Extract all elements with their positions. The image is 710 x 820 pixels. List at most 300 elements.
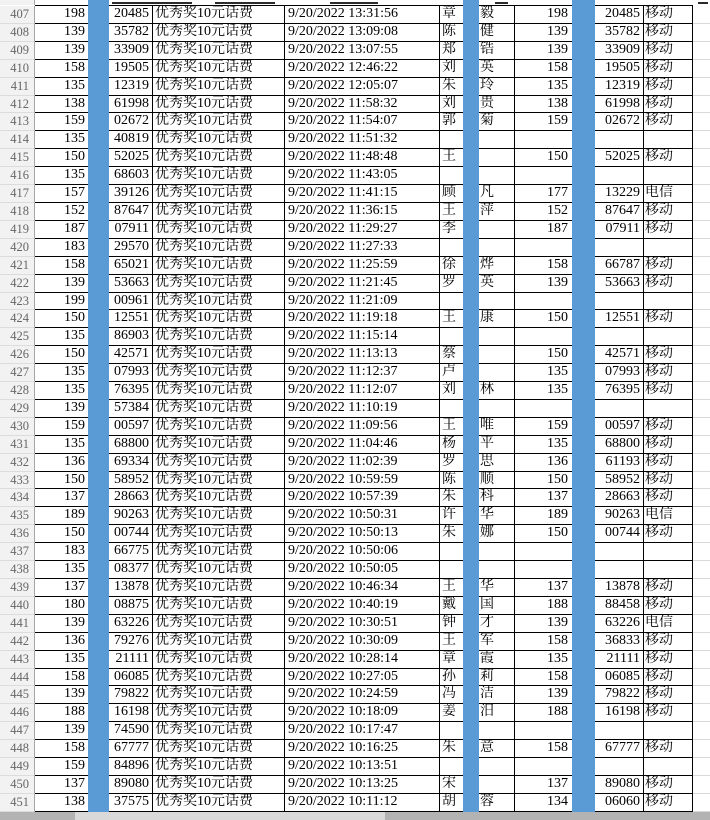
cell-carrier[interactable] [644,131,693,149]
cell-phone-prefix[interactable]: 150 [35,149,88,167]
cell-phone-suffix[interactable]: 07993 [109,364,153,382]
cell-phone-suffix[interactable]: 00961 [109,293,153,311]
cell-phone-prefix[interactable]: 198 [35,6,88,24]
cell-empty[interactable] [693,669,710,687]
cell-carrier[interactable]: 移动 [644,346,693,364]
cell-carrier[interactable]: 移动 [644,113,693,131]
cell-carrier[interactable] [644,293,693,311]
cell-phone-prefix-2[interactable]: 158 [515,669,572,687]
cell-empty[interactable] [693,561,710,579]
row-number[interactable]: 428 [0,382,35,400]
cell-empty[interactable] [693,78,710,96]
cell-phone-prefix-2[interactable] [515,561,572,579]
cell-phone-prefix-2[interactable]: 158 [515,740,572,758]
cell-empty[interactable] [693,418,710,436]
cell-phone-suffix-2[interactable]: 28663 [595,489,644,507]
cell-phone-prefix[interactable]: 135 [35,436,88,454]
row-number[interactable]: 439 [0,579,35,597]
cell-phone-suffix-2[interactable]: 19505 [595,60,644,78]
cell-empty[interactable] [693,686,710,704]
cell-phone-prefix-2[interactable]: 135 [515,651,572,669]
cell-empty[interactable] [693,472,710,490]
cell-carrier[interactable]: 移动 [644,24,693,42]
row-number[interactable]: 407 [0,6,35,24]
cell-phone-suffix-2[interactable] [595,758,644,776]
cell-phone-suffix-2[interactable] [595,543,644,561]
cell-carrier[interactable]: 电信 [644,615,693,633]
cell-prize[interactable]: 优秀奖10元话费 [153,78,285,96]
row-number[interactable]: 417 [0,185,35,203]
cell-phone-suffix-2[interactable] [595,239,644,257]
cell-datetime[interactable]: 9/20/2022 10:17:47 [285,722,440,740]
cell-carrier[interactable]: 移动 [644,6,693,24]
cell-phone-prefix[interactable]: 135 [35,167,88,185]
cell-phone-prefix-2[interactable]: 136 [515,454,572,472]
cell-datetime[interactable]: 9/20/2022 10:27:05 [285,669,440,687]
cell-phone-suffix[interactable]: 68603 [109,167,153,185]
cell-phone-prefix[interactable]: 150 [35,346,88,364]
cell-phone-suffix-2[interactable]: 36833 [595,633,644,651]
cell-prize[interactable]: 优秀奖10元话费 [153,42,285,60]
row-number[interactable]: 426 [0,346,35,364]
cell-phone-prefix-2[interactable]: 135 [515,382,572,400]
cell-phone-prefix[interactable]: 152 [35,203,88,221]
cell-prize[interactable]: 优秀奖10元话费 [153,758,285,776]
cell-phone-suffix-2[interactable]: 33909 [595,42,644,60]
cell-prize[interactable]: 优秀奖10元话费 [153,794,285,812]
cell-phone-suffix-2[interactable]: 52025 [595,149,644,167]
cell-phone-suffix[interactable]: 39126 [109,185,153,203]
cell-carrier[interactable] [644,561,693,579]
cell-datetime[interactable]: 9/20/2022 11:12:37 [285,364,440,382]
cell-empty[interactable] [693,615,710,633]
cell-phone-suffix-2[interactable]: 13229 [595,185,644,203]
cell-datetime[interactable]: 9/20/2022 13:07:55 [285,42,440,60]
cell-phone-prefix-2[interactable]: 138 [515,96,572,114]
cell-phone-prefix-2[interactable]: 152 [515,203,572,221]
cell-prize[interactable]: 优秀奖10元话费 [153,489,285,507]
cell-phone-suffix-2[interactable] [595,400,644,418]
cell-phone-suffix-2[interactable]: 87647 [595,203,644,221]
cell-empty[interactable] [693,489,710,507]
cell-phone-prefix-2[interactable]: 137 [515,776,572,794]
cell-phone-prefix-2[interactable]: 150 [515,310,572,328]
cell-carrier[interactable]: 移动 [644,776,693,794]
cell-prize[interactable]: 优秀奖10元话费 [153,275,285,293]
cell-phone-prefix-2[interactable]: 150 [515,525,572,543]
row-number[interactable]: 450 [0,776,35,794]
cell-datetime[interactable]: 9/20/2022 11:02:39 [285,454,440,472]
cell-phone-prefix[interactable]: 158 [35,60,88,78]
cell-phone-suffix-2[interactable]: 88458 [595,597,644,615]
cell-empty[interactable] [693,328,710,346]
cell-datetime[interactable]: 9/20/2022 11:25:59 [285,257,440,275]
cell-carrier[interactable]: 移动 [644,78,693,96]
cell-phone-suffix-2[interactable]: 58952 [595,472,644,490]
cell-prize[interactable]: 优秀奖10元话费 [153,131,285,149]
cell-phone-prefix[interactable]: 139 [35,686,88,704]
cell-phone-suffix[interactable]: 00744 [109,525,153,543]
row-number[interactable]: 409 [0,42,35,60]
cell-empty[interactable] [693,239,710,257]
cell-phone-suffix-2[interactable]: 53663 [595,275,644,293]
cell-datetime[interactable]: 9/20/2022 10:18:09 [285,704,440,722]
cell-phone-suffix-2[interactable]: 79822 [595,686,644,704]
cell-prize[interactable]: 优秀奖10元话费 [153,454,285,472]
cell-empty[interactable] [693,131,710,149]
cell-carrier[interactable] [644,758,693,776]
cell-phone-prefix-2[interactable]: 159 [515,113,572,131]
cell-carrier[interactable]: 移动 [644,686,693,704]
cell-empty[interactable] [693,275,710,293]
cell-datetime[interactable]: 9/20/2022 10:50:06 [285,543,440,561]
cell-prize[interactable]: 优秀奖10元话费 [153,293,285,311]
cell-carrier[interactable]: 移动 [644,418,693,436]
cell-datetime[interactable]: 9/20/2022 10:13:25 [285,776,440,794]
cell-phone-suffix-2[interactable]: 67777 [595,740,644,758]
cell-phone-prefix[interactable]: 150 [35,310,88,328]
cell-phone-prefix-2[interactable]: 134 [515,794,572,812]
cell-prize[interactable]: 优秀奖10元话费 [153,24,285,42]
cell-phone-prefix[interactable]: 139 [35,722,88,740]
cell-phone-suffix[interactable]: 08377 [109,561,153,579]
cell-empty[interactable] [693,597,710,615]
cell-phone-suffix[interactable]: 20485 [109,6,153,24]
cell-datetime[interactable]: 9/20/2022 11:09:56 [285,418,440,436]
cell-carrier[interactable]: 移动 [644,704,693,722]
cell-phone-prefix-2[interactable]: 158 [515,633,572,651]
cell-phone-suffix[interactable]: 29570 [109,239,153,257]
cell-phone-prefix-2[interactable]: 139 [515,615,572,633]
cell-datetime[interactable]: 9/20/2022 11:04:46 [285,436,440,454]
cell-phone-suffix[interactable]: 65021 [109,257,153,275]
cell-phone-prefix[interactable]: 139 [35,42,88,60]
cell-phone-prefix[interactable]: 139 [35,24,88,42]
cell-datetime[interactable]: 9/20/2022 10:50:05 [285,561,440,579]
row-number[interactable]: 430 [0,418,35,436]
cell-phone-prefix[interactable]: 150 [35,472,88,490]
cell-phone-suffix[interactable]: 79822 [109,686,153,704]
row-number[interactable]: 435 [0,507,35,525]
cell-phone-prefix[interactable]: 135 [35,382,88,400]
cell-phone-prefix[interactable]: 136 [35,633,88,651]
cell-phone-suffix-2[interactable] [595,561,644,579]
cell-phone-suffix-2[interactable]: 07993 [595,364,644,382]
cell-prize[interactable]: 优秀奖10元话费 [153,776,285,794]
cell-datetime[interactable]: 9/20/2022 10:40:19 [285,597,440,615]
cell-phone-prefix-2[interactable] [515,167,572,185]
cell-prize[interactable]: 优秀奖10元话费 [153,328,285,346]
cell-phone-prefix[interactable]: 183 [35,543,88,561]
cell-datetime[interactable]: 9/20/2022 11:15:14 [285,328,440,346]
row-number[interactable]: 433 [0,472,35,490]
cell-empty[interactable] [693,436,710,454]
cell-phone-prefix[interactable]: 137 [35,776,88,794]
cell-prize[interactable]: 优秀奖10元话费 [153,310,285,328]
cell-empty[interactable] [693,203,710,221]
cell-datetime[interactable]: 9/20/2022 10:30:51 [285,615,440,633]
cell-datetime[interactable]: 9/20/2022 11:21:09 [285,293,440,311]
cell-carrier[interactable] [644,167,693,185]
cell-prize[interactable]: 优秀奖10元话费 [153,740,285,758]
cell-datetime[interactable]: 9/20/2022 11:58:32 [285,96,440,114]
cell-carrier[interactable]: 移动 [644,472,693,490]
cell-carrier[interactable]: 移动 [644,364,693,382]
cell-phone-suffix-2[interactable]: 63226 [595,615,644,633]
cell-prize[interactable]: 优秀奖10元话费 [153,561,285,579]
cell-prize[interactable]: 优秀奖10元话费 [153,633,285,651]
row-number[interactable]: 445 [0,686,35,704]
cell-phone-suffix[interactable]: 13878 [109,579,153,597]
cell-phone-prefix-2[interactable]: 135 [515,436,572,454]
cell-prize[interactable]: 优秀奖10元话费 [153,472,285,490]
cell-empty[interactable] [693,543,710,561]
cell-phone-prefix[interactable]: 137 [35,489,88,507]
cell-datetime[interactable]: 9/20/2022 10:13:51 [285,758,440,776]
cell-carrier[interactable]: 移动 [644,42,693,60]
cell-prize[interactable]: 优秀奖10元话费 [153,221,285,239]
cell-phone-suffix[interactable]: 02672 [109,113,153,131]
row-number[interactable]: 436 [0,525,35,543]
cell-empty[interactable] [693,454,710,472]
cell-carrier[interactable]: 电信 [644,185,693,203]
cell-phone-prefix-2[interactable]: 188 [515,704,572,722]
cell-phone-prefix-2[interactable] [515,293,572,311]
cell-prize[interactable]: 优秀奖10元话费 [153,704,285,722]
cell-phone-prefix[interactable]: 138 [35,794,88,812]
cell-prize[interactable]: 优秀奖10元话费 [153,525,285,543]
cell-carrier[interactable] [644,400,693,418]
cell-empty[interactable] [693,400,710,418]
row-number[interactable]: 412 [0,96,35,114]
cell-phone-prefix[interactable]: 139 [35,400,88,418]
cell-phone-prefix-2[interactable] [515,543,572,561]
cell-phone-suffix-2[interactable]: 00744 [595,525,644,543]
row-number[interactable]: 413 [0,113,35,131]
cell-phone-prefix-2[interactable]: 150 [515,149,572,167]
cell-datetime[interactable]: 9/20/2022 10:30:09 [285,633,440,651]
cell-carrier[interactable]: 移动 [644,669,693,687]
cell-prize[interactable]: 优秀奖10元话费 [153,257,285,275]
cell-carrier[interactable]: 电信 [644,507,693,525]
cell-empty[interactable] [693,346,710,364]
row-number[interactable]: 449 [0,758,35,776]
cell-prize[interactable]: 优秀奖10元话费 [153,60,285,78]
cell-phone-prefix[interactable]: 189 [35,507,88,525]
cell-phone-prefix[interactable]: 135 [35,78,88,96]
cell-phone-suffix[interactable]: 00597 [109,418,153,436]
cell-phone-prefix[interactable]: 157 [35,185,88,203]
cell-phone-suffix[interactable]: 67777 [109,740,153,758]
cell-phone-suffix-2[interactable]: 35782 [595,24,644,42]
cell-phone-suffix-2[interactable]: 12551 [595,310,644,328]
cell-phone-suffix-2[interactable] [595,167,644,185]
cell-datetime[interactable]: 9/20/2022 11:27:33 [285,239,440,257]
cell-prize[interactable]: 优秀奖10元话费 [153,400,285,418]
cell-phone-suffix-2[interactable]: 68800 [595,436,644,454]
cell-carrier[interactable]: 移动 [644,525,693,543]
cell-phone-suffix[interactable]: 35782 [109,24,153,42]
cell-phone-suffix[interactable]: 79276 [109,633,153,651]
cell-prize[interactable]: 优秀奖10元话费 [153,686,285,704]
cell-phone-prefix-2[interactable]: 177 [515,185,572,203]
cell-prize[interactable]: 优秀奖10元话费 [153,543,285,561]
cell-empty[interactable] [693,257,710,275]
cell-prize[interactable]: 优秀奖10元话费 [153,382,285,400]
cell-phone-prefix[interactable]: 158 [35,740,88,758]
cell-prize[interactable]: 优秀奖10元话费 [153,239,285,257]
cell-phone-suffix[interactable]: 07911 [109,221,153,239]
cell-datetime[interactable]: 9/20/2022 10:46:34 [285,579,440,597]
cell-empty[interactable] [693,113,710,131]
cell-empty[interactable] [693,758,710,776]
cell-datetime[interactable]: 9/20/2022 10:24:59 [285,686,440,704]
cell-phone-suffix-2[interactable]: 89080 [595,776,644,794]
cell-phone-prefix[interactable]: 135 [35,561,88,579]
cell-datetime[interactable]: 9/20/2022 11:51:32 [285,131,440,149]
cell-phone-prefix[interactable]: 183 [35,239,88,257]
cell-datetime[interactable]: 9/20/2022 13:09:08 [285,24,440,42]
cell-datetime[interactable]: 9/20/2022 10:16:25 [285,740,440,758]
cell-carrier[interactable]: 移动 [644,579,693,597]
cell-phone-prefix[interactable]: 150 [35,525,88,543]
cell-prize[interactable]: 优秀奖10元话费 [153,597,285,615]
cell-phone-prefix-2[interactable]: 187 [515,221,572,239]
cell-phone-prefix-2[interactable]: 139 [515,686,572,704]
cell-phone-suffix[interactable]: 63226 [109,615,153,633]
cell-phone-suffix[interactable]: 61998 [109,96,153,114]
cell-empty[interactable] [693,507,710,525]
cell-empty[interactable] [693,794,710,812]
cell-phone-prefix-2[interactable] [515,131,572,149]
row-number[interactable]: 442 [0,633,35,651]
cell-phone-suffix[interactable]: 86903 [109,328,153,346]
cell-carrier[interactable]: 移动 [644,60,693,78]
cell-carrier[interactable]: 移动 [644,651,693,669]
row-number[interactable]: 410 [0,60,35,78]
row-number[interactable]: 425 [0,328,35,346]
cell-phone-prefix[interactable]: 187 [35,221,88,239]
cell-prize[interactable]: 优秀奖10元话费 [153,113,285,131]
cell-empty[interactable] [693,293,710,311]
row-number[interactable]: 419 [0,221,35,239]
cell-phone-suffix[interactable]: 87647 [109,203,153,221]
cell-empty[interactable] [693,310,710,328]
row-number[interactable]: 421 [0,257,35,275]
row-number[interactable]: 420 [0,239,35,257]
cell-carrier[interactable]: 移动 [644,310,693,328]
cell-phone-suffix-2[interactable]: 21111 [595,651,644,669]
cell-empty[interactable] [693,382,710,400]
cell-empty[interactable] [693,149,710,167]
cell-phone-prefix-2[interactable]: 159 [515,418,572,436]
cell-prize[interactable]: 优秀奖10元话费 [153,615,285,633]
cell-phone-suffix-2[interactable] [595,722,644,740]
cell-phone-prefix-2[interactable] [515,758,572,776]
cell-prize[interactable]: 优秀奖10元话费 [153,436,285,454]
cell-phone-prefix-2[interactable]: 158 [515,60,572,78]
row-number[interactable]: 408 [0,24,35,42]
row-number[interactable]: 422 [0,275,35,293]
cell-phone-suffix[interactable]: 69334 [109,454,153,472]
cell-phone-prefix[interactable]: 135 [35,328,88,346]
cell-phone-suffix[interactable]: 76395 [109,382,153,400]
cell-phone-suffix-2[interactable]: 02672 [595,113,644,131]
cell-phone-suffix-2[interactable] [595,293,644,311]
cell-phone-suffix[interactable]: 74590 [109,722,153,740]
cell-phone-suffix[interactable]: 90263 [109,507,153,525]
cell-phone-prefix[interactable]: 135 [35,364,88,382]
cell-phone-suffix[interactable]: 06085 [109,669,153,687]
cell-datetime[interactable]: 9/20/2022 11:54:07 [285,113,440,131]
cell-phone-prefix-2[interactable] [515,722,572,740]
cell-datetime[interactable]: 9/20/2022 11:12:07 [285,382,440,400]
cell-phone-suffix[interactable]: 53663 [109,275,153,293]
cell-phone-prefix[interactable]: 158 [35,257,88,275]
cell-carrier[interactable]: 移动 [644,382,693,400]
cell-prize[interactable]: 优秀奖10元话费 [153,167,285,185]
cell-phone-prefix-2[interactable]: 137 [515,489,572,507]
cell-carrier[interactable] [644,543,693,561]
row-number[interactable]: 415 [0,149,35,167]
cell-phone-prefix-2[interactable]: 150 [515,346,572,364]
cell-phone-suffix[interactable]: 66775 [109,543,153,561]
cell-phone-suffix-2[interactable]: 06085 [595,669,644,687]
cell-datetime[interactable]: 9/20/2022 13:31:56 [285,6,440,24]
cell-phone-suffix-2[interactable]: 07911 [595,221,644,239]
cell-carrier[interactable]: 移动 [644,740,693,758]
cell-phone-suffix-2[interactable]: 16198 [595,704,644,722]
cell-phone-prefix[interactable]: 139 [35,615,88,633]
row-number[interactable]: 423 [0,293,35,311]
cell-phone-prefix-2[interactable] [515,239,572,257]
row-number[interactable]: 429 [0,400,35,418]
cell-datetime[interactable]: 9/20/2022 11:41:15 [285,185,440,203]
cell-phone-suffix[interactable]: 58952 [109,472,153,490]
cell-prize[interactable]: 优秀奖10元话费 [153,346,285,364]
cell-phone-prefix-2[interactable]: 189 [515,507,572,525]
cell-prize[interactable]: 优秀奖10元话费 [153,507,285,525]
cell-phone-prefix-2[interactable]: 188 [515,597,572,615]
row-number[interactable]: 437 [0,543,35,561]
cell-prize[interactable]: 优秀奖10元话费 [153,6,285,24]
cell-prize[interactable]: 优秀奖10元话费 [153,149,285,167]
cell-prize[interactable]: 优秀奖10元话费 [153,185,285,203]
cell-empty[interactable] [693,96,710,114]
cell-datetime[interactable]: 9/20/2022 11:43:05 [285,167,440,185]
row-number[interactable]: 432 [0,454,35,472]
cell-phone-prefix[interactable]: 135 [35,131,88,149]
cell-carrier[interactable]: 移动 [644,221,693,239]
row-number[interactable]: 444 [0,669,35,687]
cell-prize[interactable]: 优秀奖10元话费 [153,418,285,436]
cell-carrier[interactable]: 移动 [644,149,693,167]
cell-carrier[interactable]: 移动 [644,257,693,275]
cell-phone-prefix-2[interactable]: 137 [515,579,572,597]
cell-phone-suffix-2[interactable]: 61193 [595,454,644,472]
cell-phone-suffix[interactable]: 19505 [109,60,153,78]
row-number[interactable]: 438 [0,561,35,579]
cell-datetime[interactable]: 9/20/2022 11:21:45 [285,275,440,293]
cell-carrier[interactable]: 移动 [644,633,693,651]
row-number[interactable]: 427 [0,364,35,382]
cell-empty[interactable] [693,579,710,597]
cell-phone-prefix[interactable]: 159 [35,113,88,131]
cell-carrier[interactable]: 移动 [644,794,693,812]
cell-phone-suffix[interactable]: 12551 [109,310,153,328]
cell-phone-suffix[interactable]: 68800 [109,436,153,454]
cell-phone-prefix[interactable]: 137 [35,579,88,597]
